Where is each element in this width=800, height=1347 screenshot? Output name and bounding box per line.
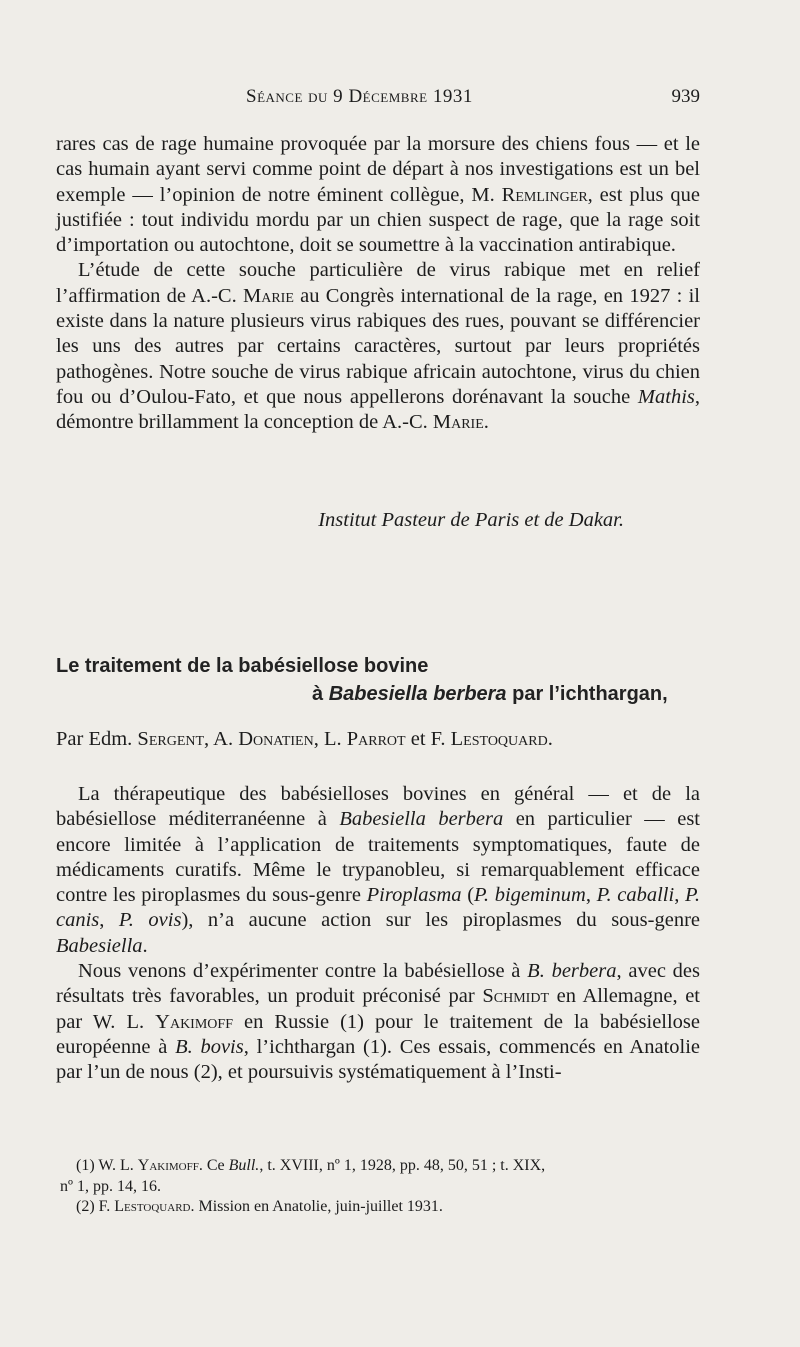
header-month: Décembre [348, 86, 428, 107]
paragraph-1: rares cas de rage humaine provoquée par la morsure des chiens fous — et le cas humain ayant servi comme point de départ à nos investigations est un bel exemple — l’opinion de notre éminent collègue, M. Remlinger, est plus que justifiée : tout individu mordu par un chien suspect de rage, que la rage soit d’importation ou autochtone, doit se soumettre à la vaccination antirabique. [56, 133, 700, 257]
article-authors: Par Edm. Sergent, A. Donatien, L. Parrot et F. Lestoquard. [56, 728, 553, 750]
paragraph-3: La thérapeutique des babésielloses bovines en général — et de la babésiellose méditerranéenne à Babesiella berbera en particulier — est encore limitée à l’application de traitements symptomatiques, faute de médicaments curatifs. Même le trypanobleu, si remarquablement efficace contre les piroplasmes du sous-genre Piroplasma (P. bigeminum, P. caballi, P. canis, P. ovis), n’a aucune action sur les piroplasmes du sous-genre Babesiella. [56, 783, 701, 957]
page-number: 939 [671, 86, 700, 107]
author-name: Marie [243, 284, 294, 307]
text-block-1 [56, 132, 700, 436]
header-title: Séance du 9 Décembre 1931 [246, 86, 473, 107]
article-title-line-1: Le traitement de la babésiellose bovine [56, 655, 429, 677]
species-name: Babesiella berbera [328, 683, 507, 705]
text-block-2 [56, 782, 700, 1086]
footnote-2: (2) F. Lestoquard. Mission en Anatolie, juin-juillet 1931. [76, 1198, 443, 1215]
institution-signature: Institut Pasteur de Paris et de Dakar. [318, 509, 624, 531]
paragraph-4: Nous venons d’expérimenter contre la babésiellose à B. berbera, avec des résultats très favorables, un produit préconisé par Schmidt en Allemagne, et par W. L. Yakimoff en Russie (1) pour le traitement de la babésiellose européenne à B. bovis, l’ichthargan (1). Ces essais, commencés en Anatolie par l’un de nous (2), et poursuivis systématiquement à l’Insti- [56, 960, 701, 1084]
footnote-1: (1) W. L. Yakimoff. Ce Bull., t. XVIII, nº 1, 1928, pp. 48, 50, 51 ; t. XIX, nº 1, pp. 14, 16. [60, 1157, 546, 1195]
article-title-line-2: à Babesiella berbera par l’ichthargan, [312, 683, 668, 705]
paragraph-2: L’étude de cette souche particulière de virus rabique met en relief l’affirmation de A.-C. Marie au Congrès international de la rage, en 1927 : il existe dans la nature plusieurs virus rabiques des rues, pouvant se différencier les uns des autres par certains caractères, surtout par leurs propriétés pathogènes. Notre souche de virus rabique africain autochtone, virus du chien fou ou d’Oulou-Fato, et que nous appellerons dorénavant la souche Mathis, démontre brillamment la conception de A.-C. Marie. [56, 259, 700, 434]
author-name: Remlinger [501, 183, 588, 206]
author-name: Marie [432, 411, 484, 434]
strain-name: Mathis [637, 385, 695, 408]
running-header [56, 86, 700, 112]
